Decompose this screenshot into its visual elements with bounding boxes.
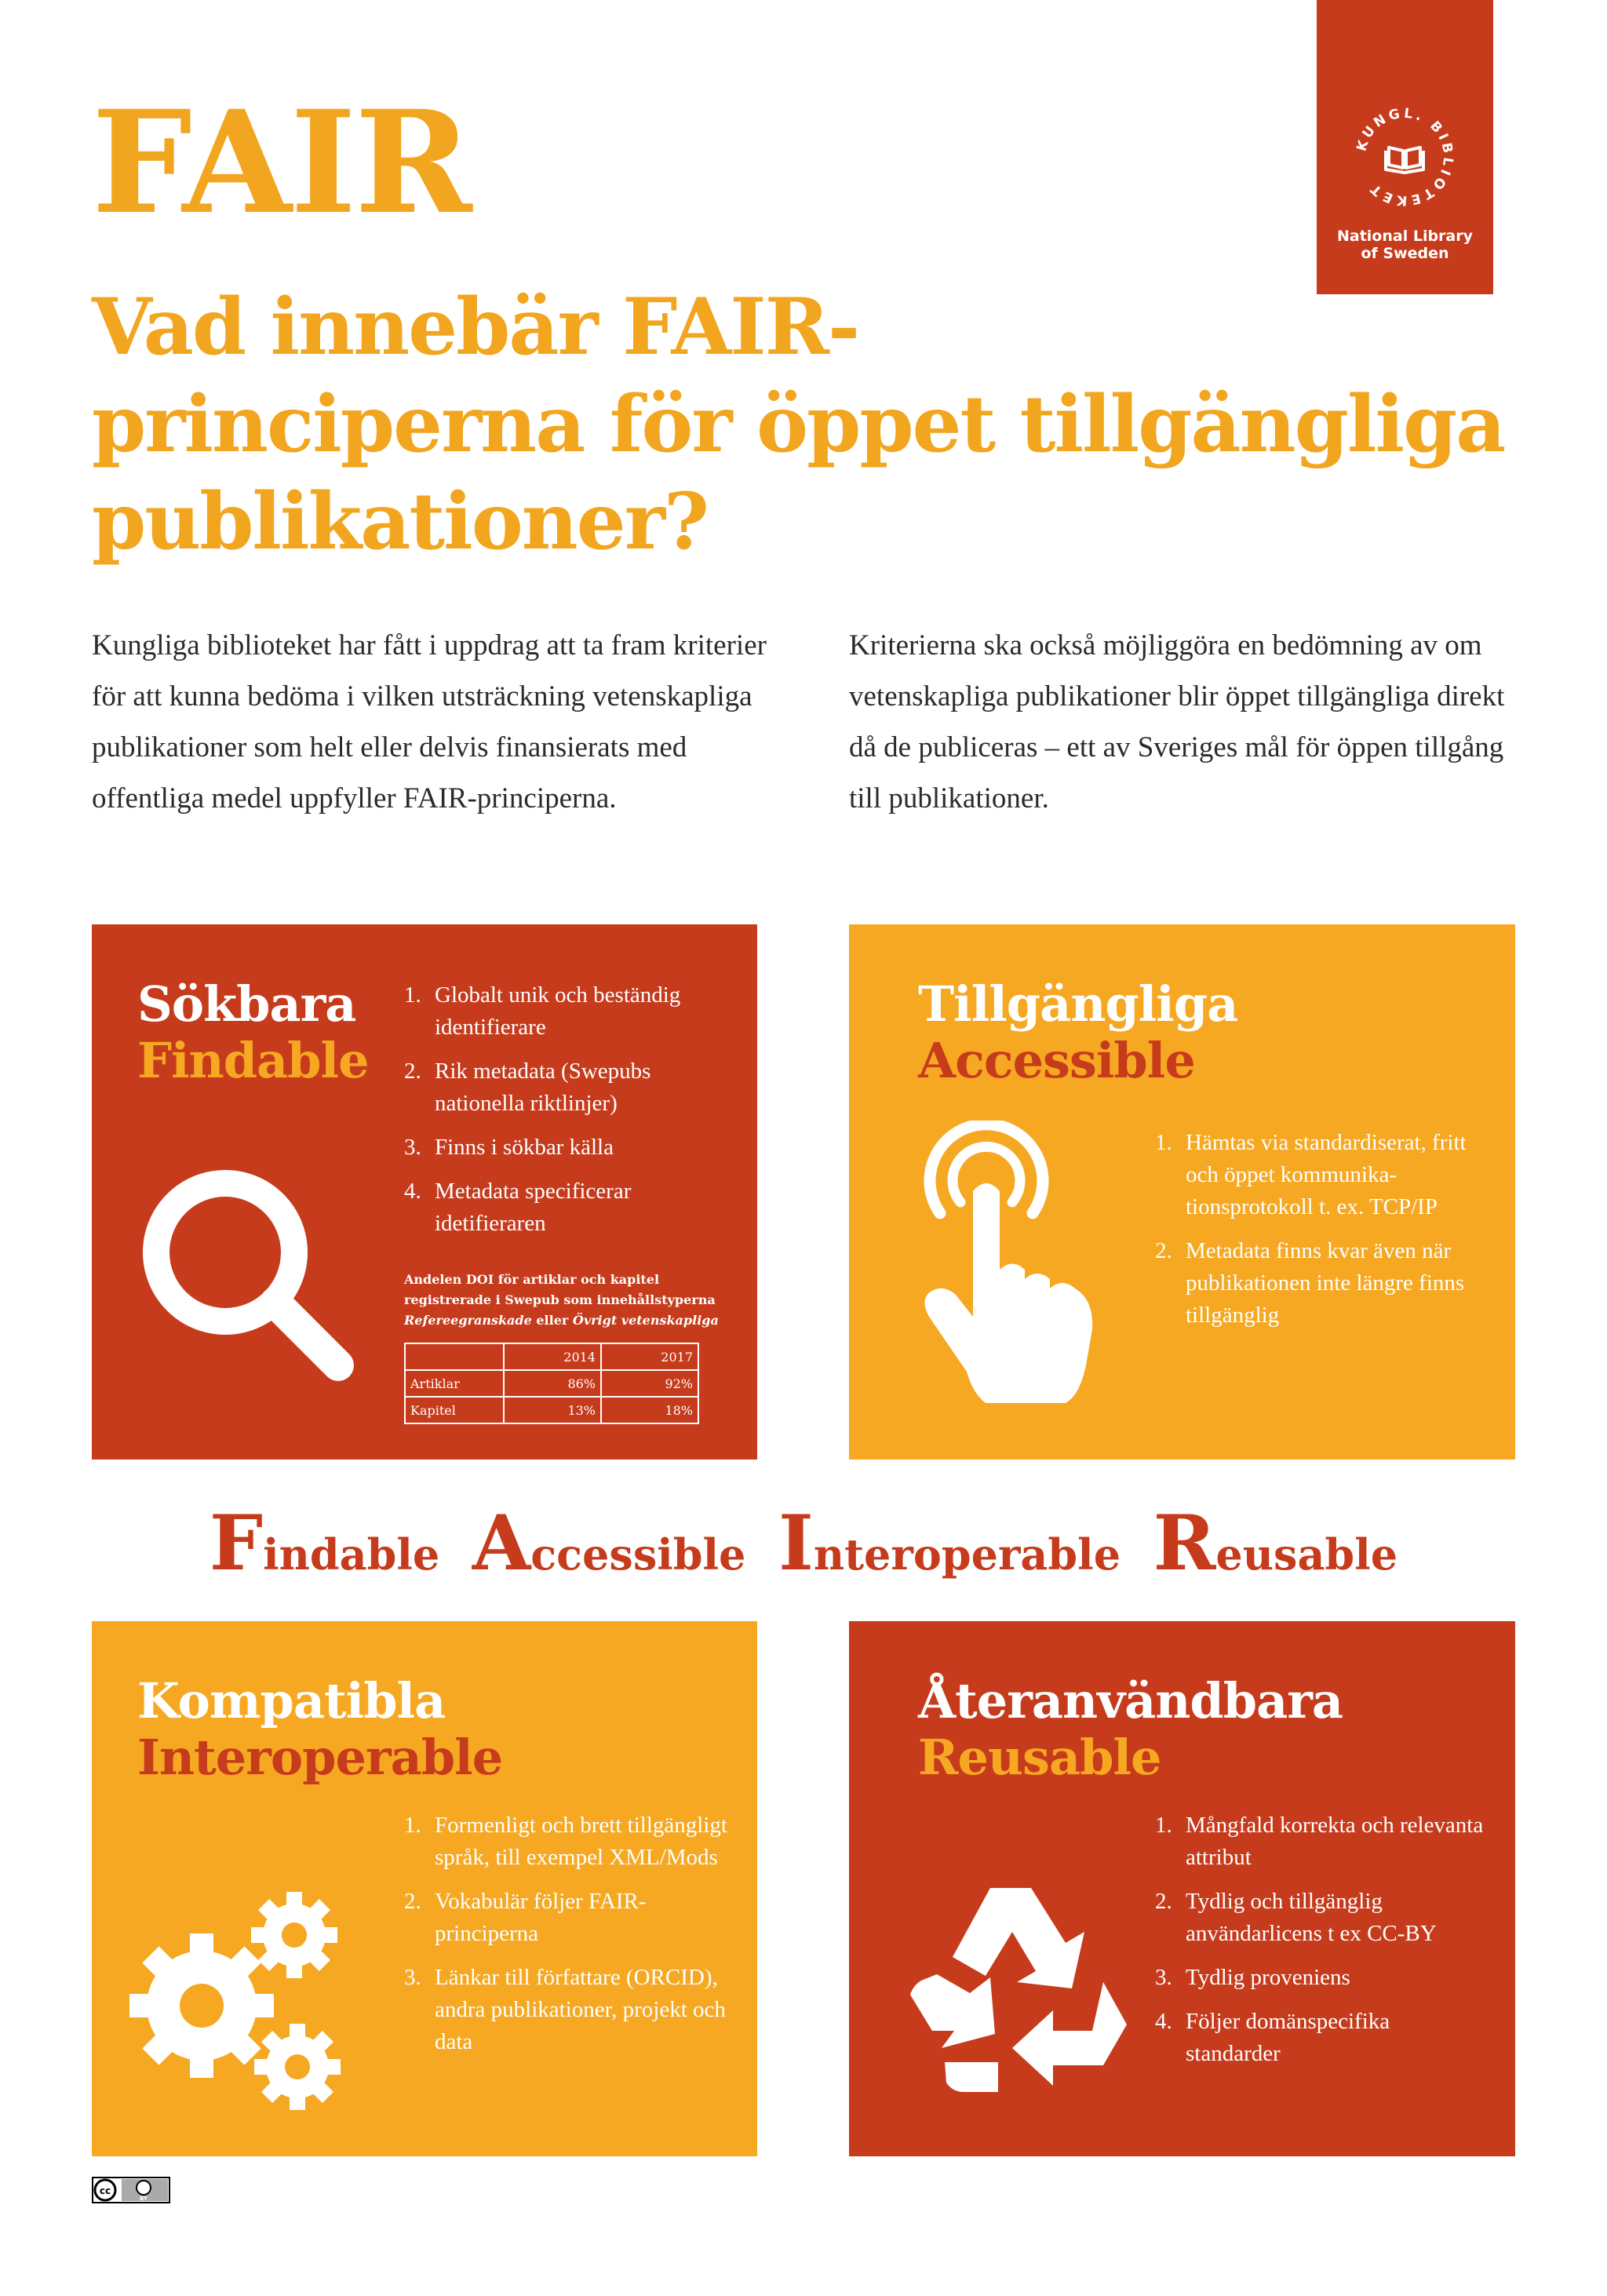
list-item: 3. Länkar till författare (ORCID), andra publikationer, projekt och data <box>404 1965 726 2054</box>
list-item: 2. Rik metadata (Swepubs nationella riktlinjer) <box>404 1059 651 1116</box>
recycle-icon <box>898 1857 1149 2108</box>
card-title <box>137 1673 502 1786</box>
page-subtitle <box>92 279 1567 570</box>
tap-hand-icon <box>918 1121 1114 1411</box>
fair-word: Accessible <box>472 1499 746 1587</box>
fair-word: Findable <box>209 1499 440 1587</box>
table-header-cell <box>405 1343 504 1370</box>
card-reusable <box>849 1621 1515 2156</box>
list-item: 3. Tydlig proveniens <box>1155 1965 1350 1990</box>
logo-arc-text: KUNGL. BIBLIOTEKET <box>1354 105 1456 209</box>
table-row <box>405 1397 698 1423</box>
list-item: 1. Mångfald korrekta och relevanta attribut <box>1155 1813 1484 1870</box>
list-item: 2. Tydlig och tillgänglig användarlicens t ex CC-BY <box>1155 1889 1437 1946</box>
list-item: 1. Globalt unik och beständig identifierare <box>404 982 681 1040</box>
list-item: 4. Metadata specificerar idetifieraren <box>404 1179 632 1236</box>
doi-table-caption: Andelen DOI för artiklar och kapitel registrerade i Swepub som innehållstyperna Refereegranskade eller Övrigt vetenskapliga <box>404 1272 719 1328</box>
intro-paragraph-left: Kungliga biblioteket har fått i uppdrag att ta fram kriterier för att kunna bedöma i vilken utsträckning vetenskapliga publikationer som helt eller delvis finansierats med offentliga medel uppfyller FAIR-principerna. <box>92 629 767 815</box>
list-item: 1. Hämtas via standardiserat, fritt och öppet kommunika-tionsprotokoll t. ex. TCP/IP <box>1155 1130 1467 1219</box>
cc-icon: cc <box>99 2185 111 2196</box>
card-title-sv: Återanvändbara <box>918 1672 1343 1729</box>
list-item: 2. Vokabulär följer FAIR-principerna <box>404 1889 647 1946</box>
card-title-sv: Tillgängliga <box>918 975 1238 1033</box>
subtitle-line: publikationer? <box>92 476 708 567</box>
criteria-list <box>1155 1127 1485 1343</box>
card-findable <box>92 924 757 1460</box>
card-title <box>137 976 369 1089</box>
card-title-sv: Sökbara <box>137 975 356 1033</box>
list-item: 1. Formenligt och brett tillgängligt språk, till exempel XML/Mods <box>404 1813 727 1870</box>
magnifier-icon <box>133 1160 360 1387</box>
card-title <box>918 976 1237 1089</box>
subtitle-line: principerna för öppet tillgängliga <box>92 379 1505 470</box>
table-cell: Kapitel <box>405 1397 504 1423</box>
list-item: 4. Följer domänspecifika standarder <box>1155 2009 1390 2066</box>
card-title-en: Reusable <box>918 1729 1161 1786</box>
table-cell: 13% <box>504 1397 601 1423</box>
criteria-list <box>404 1809 734 2070</box>
criteria-list <box>404 979 734 1252</box>
fair-word: Reusable <box>1153 1499 1398 1587</box>
card-accessible <box>849 924 1515 1460</box>
criteria-list <box>1155 1809 1485 2082</box>
page-title: FAIR <box>92 80 471 246</box>
cc-by-license-badge <box>92 2177 170 2203</box>
table-cell: 92% <box>601 1370 698 1397</box>
subtitle-line: Vad innebär FAIR- <box>92 282 859 373</box>
logo-caption: National Library <box>1336 228 1473 245</box>
logo-caption: of Sweden <box>1361 245 1449 262</box>
kb-logo <box>1317 0 1493 294</box>
card-title-en: Accessible <box>918 1032 1195 1089</box>
by-attribution-icon <box>137 2181 151 2195</box>
card-interoperable <box>92 1621 757 2156</box>
intro-paragraph-right: Kriterierna ska också möjliggöra en bedömning av om vetenskapliga publikationer blir öppet tillgängliga direkt då de publiceras – ett av Sveriges mål för öppen tillgång till publikationer. <box>849 629 1505 815</box>
list-item: 2. Metadata finns kvar även när publikationen inte längre finns tillgänglig <box>1155 1238 1465 1328</box>
card-title-sv: Kompatibla <box>137 1672 446 1729</box>
gears-icon <box>123 1857 359 2116</box>
table-cell: 18% <box>601 1397 698 1423</box>
table-header-row <box>405 1343 698 1370</box>
table-header-cell: 2014 <box>504 1343 601 1370</box>
card-title <box>918 1673 1343 1786</box>
table-header-cell: 2017 <box>601 1343 698 1370</box>
table-cell: 86% <box>504 1370 601 1397</box>
fair-acronym-line <box>0 1499 1607 1587</box>
card-title-en: Interoperable <box>137 1729 503 1786</box>
license-by-label: BY <box>139 2196 148 2202</box>
list-item: 3. Finns i sökbar källa <box>404 1135 614 1160</box>
kb-book-seal-icon <box>1350 102 1459 212</box>
fair-word: Interoperable <box>778 1499 1121 1587</box>
table-row <box>405 1370 698 1397</box>
card-title-en: Findable <box>137 1032 369 1089</box>
doi-table <box>404 1343 699 1424</box>
table-cell: Artiklar <box>405 1370 504 1397</box>
